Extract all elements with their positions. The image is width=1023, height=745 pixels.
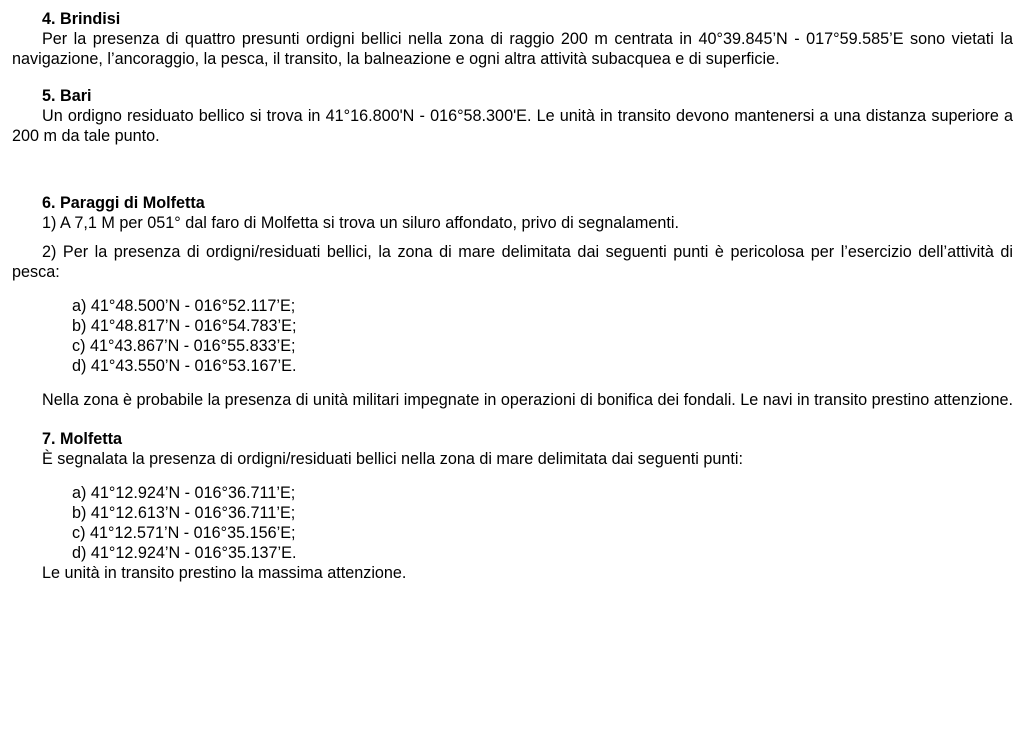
section-brindisi [12,9,1013,69]
section-paraggi-di-molfetta [12,193,1013,410]
coordinate-item: b) 41°12.613’N - 016°36.711’E; [72,504,296,522]
coordinate-list [12,296,1013,376]
section-paragraph: Un ordigno residuato bellico si trova in 41°16.800'N - 016°58.300'E. Le unità in transito devono mantenersi a una distanza superiore a 200 m da tale punto. [12,107,1013,145]
coordinate-list [12,483,1013,563]
coordinate-item: d) 41°43.550’N - 016°53.167’E. [72,357,297,375]
coordinate-item: c) 41°43.867’N - 016°55.833’E; [72,337,296,355]
coordinate-item: a) 41°12.924’N - 016°36.711’E; [72,484,296,502]
coordinate-item: b) 41°48.817’N - 016°54.783’E; [72,317,297,335]
section-paragraph-3: Nella zona è probabile la presenza di unità militari impegnate in operazioni di bonifica dei fondali. Le navi in transito prestino attenzione. [42,391,1013,409]
section-paragraph: Per la presenza di quattro presunti ordigni bellici nella zona di raggio 200 m centrata in 40°39.845’N - 017°59.585’E sono vietati la navigazione, l’ancoraggio, la pesca, il transito, la balneazione e ogni altra attività subacquea e di superficie. [12,30,1013,68]
coordinate-item: c) 41°12.571’N - 016°35.156’E; [72,524,296,542]
section-paragraph-2: 2) Per la presenza di ordigni/residuati bellici, la zona di mare delimitata dai seguenti punti è pericolosa per l’esercizio dell’attività di pesca: [12,243,1013,281]
section-paragraph-1: 1) A 7,1 M per 051° dal faro di Molfetta si trova un siluro affondato, privo di segnalamenti. [42,214,679,232]
closing-note: Le unità in transito prestino la massima attenzione. [42,564,407,582]
coordinate-item: d) 41°12.924’N - 016°35.137’E. [72,544,297,562]
coordinate-item: a) 41°48.500’N - 016°52.117’E; [72,297,296,315]
section-heading: 6. Paraggi di Molfetta [42,194,205,212]
section-molfetta [12,429,1013,583]
section-heading: 5. Bari [42,87,92,105]
section-paragraph: È segnalata la presenza di ordigni/residuati bellici nella zona di mare delimitata dai seguenti punti: [42,450,743,468]
section-heading: 4. Brindisi [42,10,121,28]
section-bari [12,86,1013,146]
section-heading: 7. Molfetta [42,430,123,448]
